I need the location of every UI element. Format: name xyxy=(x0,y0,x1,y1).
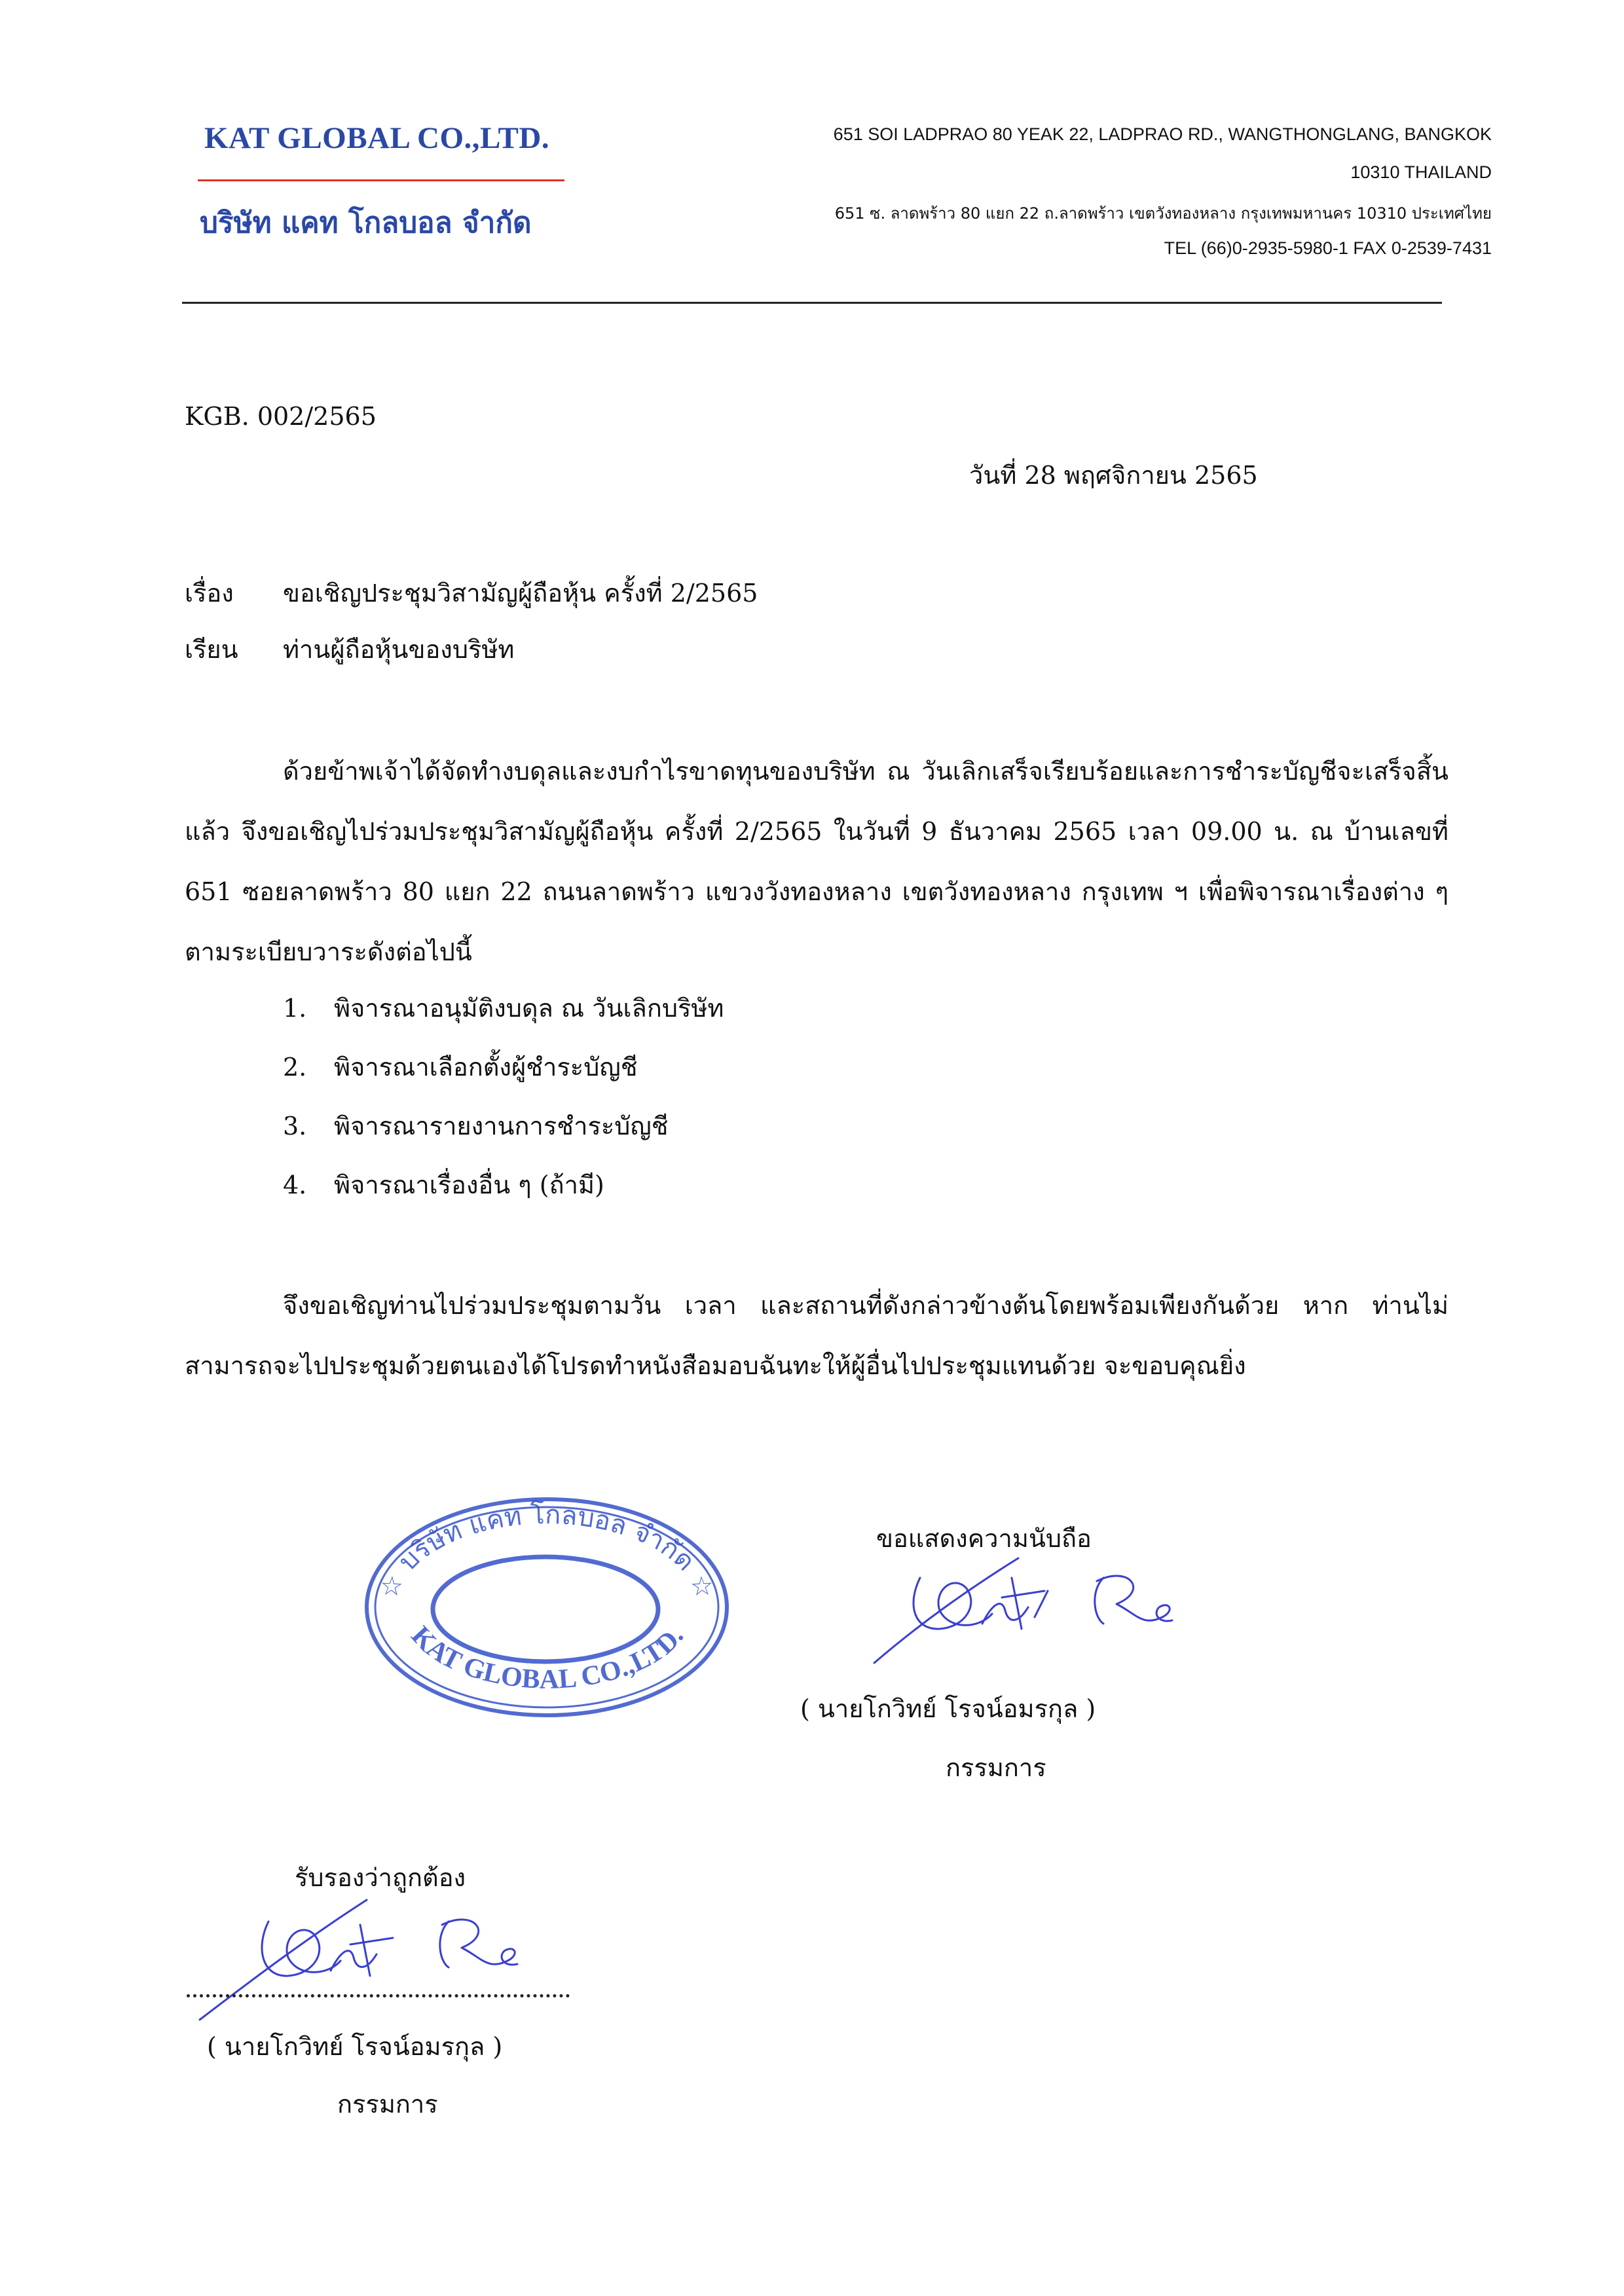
agenda-item-4-number: 4. xyxy=(283,1171,307,1199)
address-en-line-2: 10310 THAILAND xyxy=(1350,162,1492,182)
agenda-item-1-text: พิจารณาอนุมัติงบดุล ณ วันเลิกบริษัท xyxy=(334,994,724,1023)
certifier-signature xyxy=(196,1892,524,2023)
letterhead-accent-line xyxy=(198,179,564,181)
agenda-item-3-number: 3. xyxy=(283,1112,307,1140)
signatory-name: ( นายโกวิทย์ โรจน์อมรกุล ) xyxy=(800,1694,1096,1723)
company-name-en: KAT GLOBAL CO.,LTD. xyxy=(204,121,550,155)
letter-date: วันที่ 28 พฤศจิกายน 2565 xyxy=(969,461,1258,490)
letterhead-divider xyxy=(182,302,1442,304)
stamp-text-th: ☆ บริษัท แคท โกลบอล จำกัด ☆ xyxy=(373,1499,720,1603)
company-stamp xyxy=(357,1493,737,1722)
addressee-label: เรียน xyxy=(185,635,238,664)
subject-text: ขอเชิญประชุมวิสามัญผู้ถือหุ้น ครั้งที่ 2/2565 xyxy=(283,579,758,608)
signature-dotted-line xyxy=(187,1994,570,1997)
agenda-item-2-text: พิจารณาเลือกตั้งผู้ชำระบัญชี xyxy=(334,1053,638,1082)
stamp-text-en: KAT GLOBAL CO.,LTD. xyxy=(405,1620,690,1695)
body-paragraph-1 xyxy=(185,741,1449,982)
company-name-th: บริษัท แคท โกลบอล จำกัด xyxy=(200,206,532,240)
subject-label: เรื่อง xyxy=(185,579,234,608)
contact-numbers: TEL (66)0-2935-5980-1 FAX 0-2539-7431 xyxy=(1164,238,1492,258)
address-th: 651 ซ. ลาดพร้าว 80 แยก 22 ถ.ลาดพร้าว เขตวังทองหลาง กรุงเทพมหานคร 10310 ประเทศไทย xyxy=(834,204,1492,223)
director-signature xyxy=(868,1552,1195,1669)
agenda-item-2-number: 2. xyxy=(283,1053,307,1082)
address-en-line-1: 651 SOI LADPRAO 80 YEAK 22, LADPRAO RD., WANGTHONGLANG, BANGKOK xyxy=(833,124,1492,144)
agenda-item-3-text: พิจารณารายงานการชำระบัญชี xyxy=(334,1112,669,1140)
body-paragraph-1-text: ด้วยข้าพเจ้าได้จัดทำงบดุลและงบกำไรขาดทุนของบริษัท ณ วันเลิกเสร็จเรียบร้อยและการชำระบัญชีจะเสร็จสิ้นแล้ว จึงขอเชิญไปร่วมประชุมวิสามัญผู้ถือหุ้น ครั้งที่ 2/2565 ในวันที่ 9 ธันวาคม 2565 เวลา 09.00 น. ณ บ้านเลขที่ 651 ซอยลาดพร้าว 80 แยก 22 ถนนลาดพร้าว แขวงวังทองหลาง เขตวังทองหลาง กรุงเทพ ฯ เพื่อพิจารณาเรื่องต่าง ๆ ตามระเบียบวาระดังต่อไปนี้ xyxy=(185,757,1449,966)
certification-label: รับรองว่าถูกต้อง xyxy=(295,1863,466,1892)
closing-phrase: ขอแสดงความนับถือ xyxy=(876,1524,1092,1553)
certifier-title: กรรมการ xyxy=(337,2090,438,2119)
body-paragraph-2-text: จึงขอเชิญท่านไปร่วมประชุมตามวัน เวลา และสถานที่ดังกล่าวข้างต้นโดยพร้อมเพียงกันด้วย หาก ท่านไม่สามารถจะไปประชุมด้วยตนเองได้โปรดทำหนังสือมอบฉันทะให้ผู้อื่นไปประชุมแทนด้วย จะขอบคุณยิ่ง xyxy=(185,1291,1449,1380)
agenda-item-4-text: พิจารณาเรื่องอื่น ๆ (ถ้ามี) xyxy=(334,1171,604,1199)
agenda-item-1-number: 1. xyxy=(283,994,307,1023)
body-paragraph-2 xyxy=(185,1275,1449,1396)
signatory-title: กรรมการ xyxy=(946,1753,1046,1782)
certifier-name: ( นายโกวิทย์ โรจน์อมรกุล ) xyxy=(207,2032,503,2061)
addressee-text: ท่านผู้ถือหุ้นของบริษัท xyxy=(283,635,515,664)
reference-number: KGB. 002/2565 xyxy=(185,402,377,431)
